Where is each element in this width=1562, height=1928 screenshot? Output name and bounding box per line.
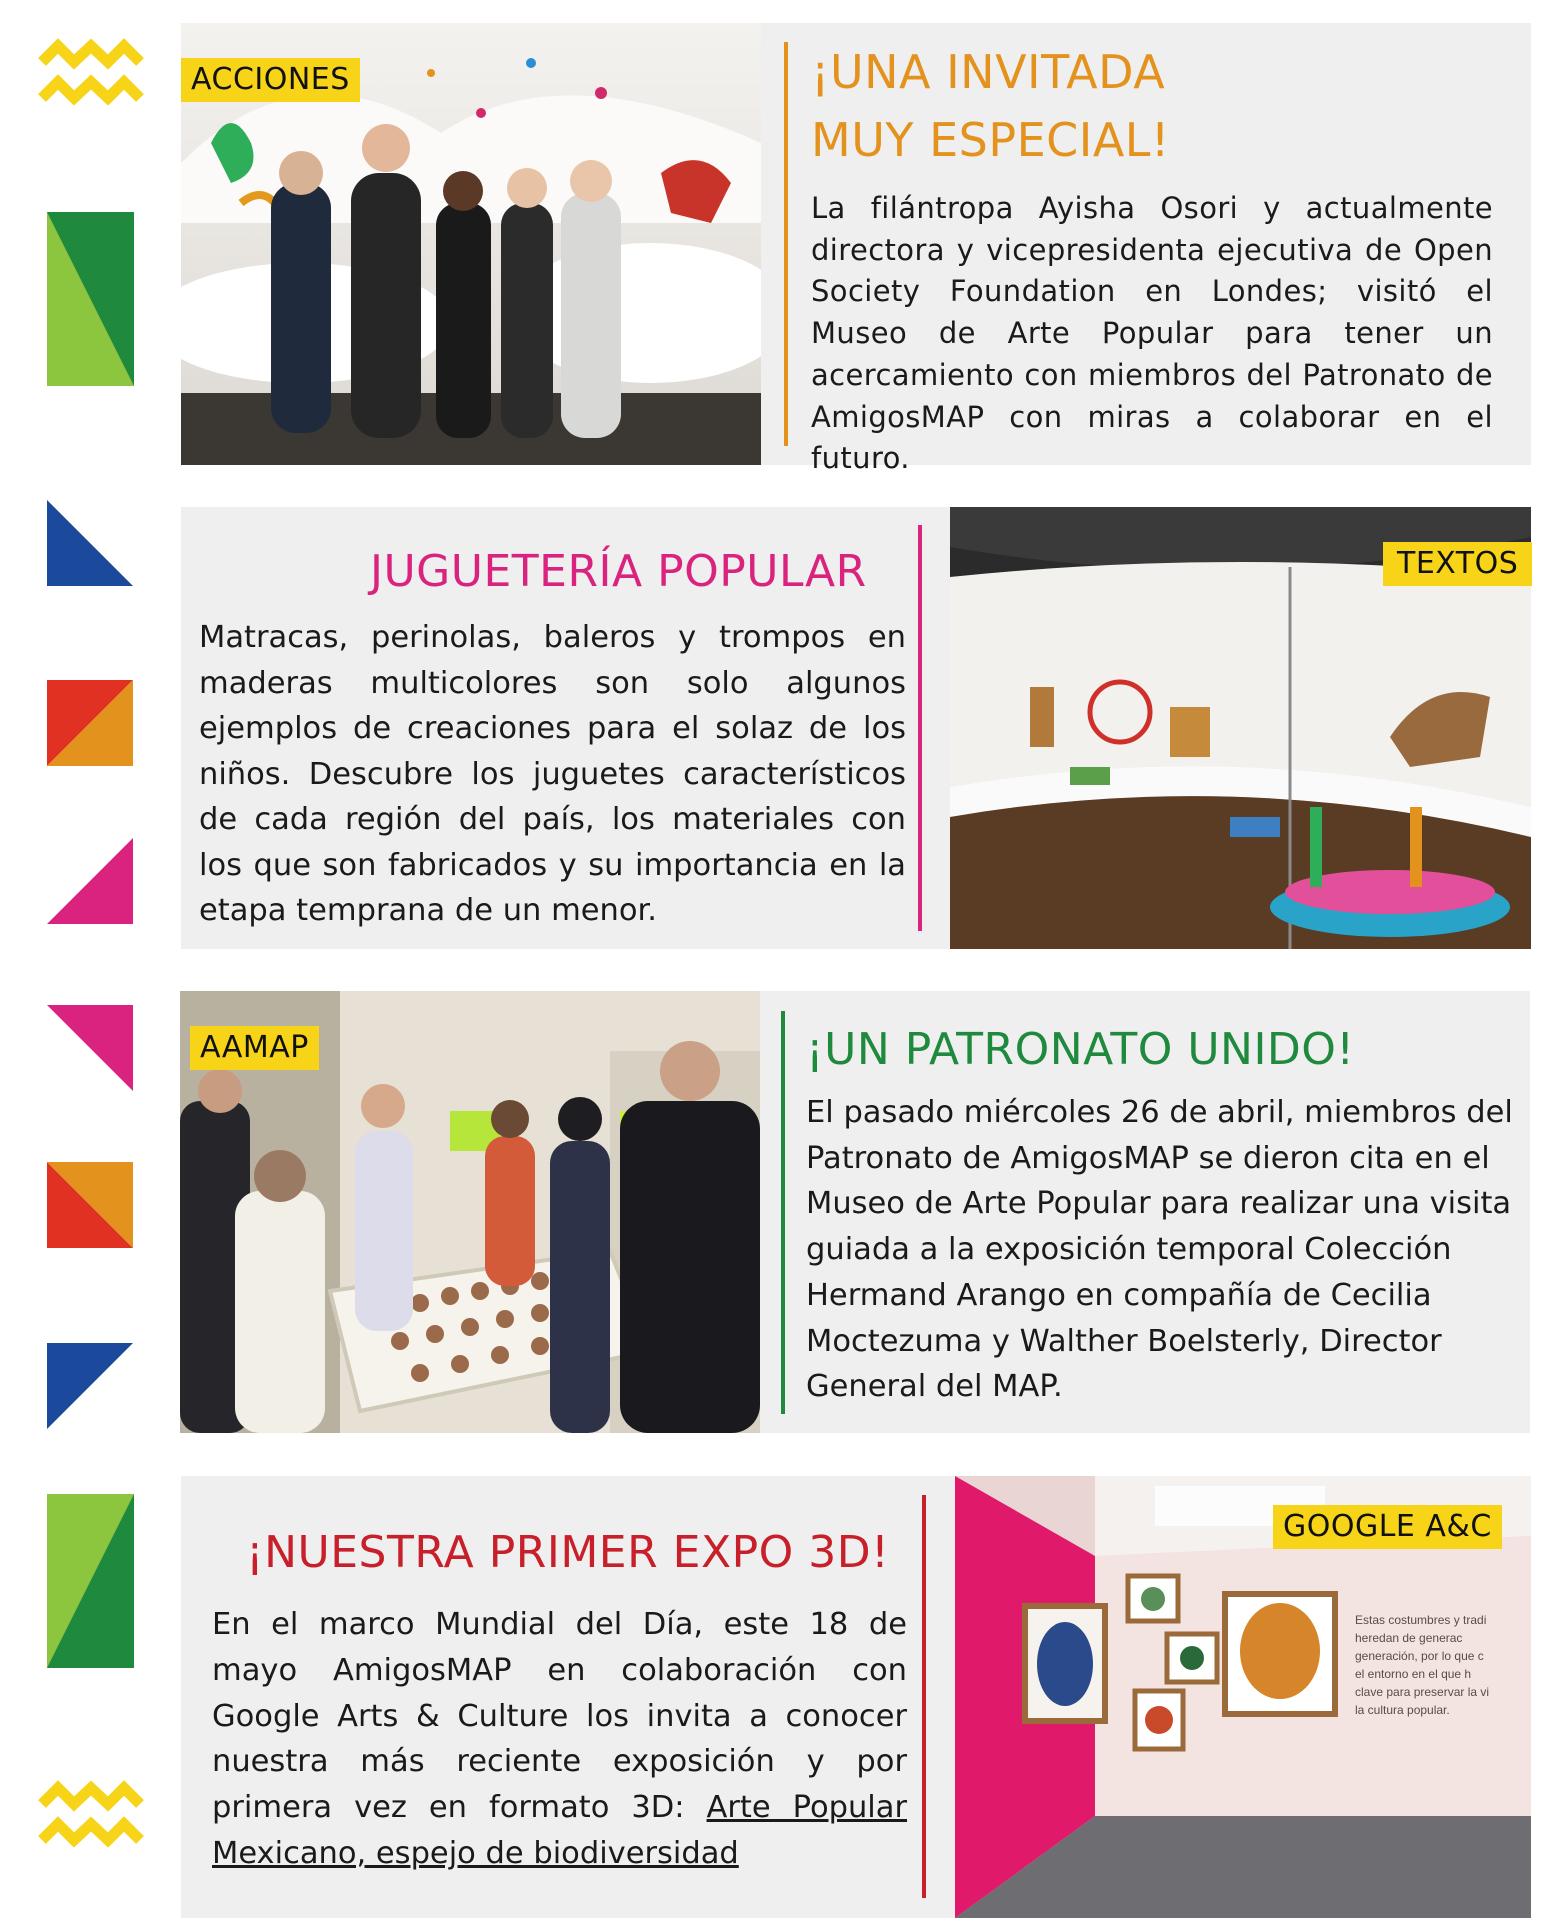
divider-orange bbox=[784, 42, 788, 446]
wall-text-line-4: el entorno en el que h bbox=[1355, 1667, 1472, 1681]
section-title-patronato: ¡UN PATRONATO UNIDO! bbox=[806, 1024, 1355, 1075]
divider-magenta bbox=[918, 525, 922, 931]
tag-acciones: ACCIONES bbox=[181, 58, 360, 102]
red-orange-square-icon-2 bbox=[47, 1162, 133, 1248]
green-parallelogram-icon-2 bbox=[47, 1494, 134, 1668]
body-text-expo3d: En el marco Mundial del Día, este 18 de mayo AmigosMAP en colaboración con Google Arts & Culture los invita a conocer nuestra más reciente exposición y por primera vez en formato 3D: bbox=[212, 1607, 907, 1826]
blue-triangle-icon bbox=[47, 500, 133, 586]
section-body-invitada: La filántropa Ayisha Osori y actualmente directora y vicepresidenta ejecutiva de Open Society Foundation en Londes; visitó el Museo de Arte Popular para tener un acercamiento con miembros del Patronato de AmigosMAP con miras a colaborar en el futuro. bbox=[811, 191, 1493, 476]
tag-textos: TEXTOS bbox=[1383, 542, 1532, 586]
zigzag-icon-top bbox=[38, 38, 144, 118]
wall-text-line-1: Estas costumbres y tradi bbox=[1355, 1613, 1487, 1627]
title-line-1: ¡UNA INVITADA bbox=[811, 45, 1166, 99]
title-line-2: MUY ESPECIAL! bbox=[811, 113, 1170, 167]
link-arte-popular-mexicano[interactable]: Arte Popular Mexicano, espejo de biodiversidad bbox=[212, 1790, 908, 1871]
wall-text-line-2: heredan de generac bbox=[1355, 1631, 1463, 1645]
section-body-jugueteria: Matracas, perinolas, baleros y trompos en maderas multicolores son solo algunos ejemplos de creaciones para el solaz de los niños. Descubre los juguetes característicos de cada región del país, los materiales con los que son fabricados y su importancia en la etapa temprana de un menor. bbox=[199, 620, 906, 928]
magenta-triangle-icon bbox=[47, 838, 133, 924]
magenta-down-triangle-icon bbox=[47, 1005, 133, 1091]
divider-green bbox=[781, 1011, 785, 1414]
divider-red bbox=[922, 1495, 926, 1898]
wall-text-line-5: clave para preservar la vi bbox=[1355, 1685, 1490, 1699]
green-parallelogram-icon bbox=[47, 212, 134, 386]
section-body-expo3d bbox=[212, 1602, 907, 1877]
section-title-invitada bbox=[811, 38, 1170, 174]
red-orange-square-icon bbox=[47, 680, 133, 766]
tag-google-ac: GOOGLE A&C bbox=[1273, 1505, 1502, 1549]
section-title-jugueteria: JUGUETERÍA POPULAR bbox=[370, 546, 867, 597]
zigzag-icon-bottom bbox=[38, 1780, 144, 1860]
section-title-expo3d: ¡NUESTRA PRIMER EXPO 3D! bbox=[246, 1527, 890, 1578]
tag-aamap: AAMAP bbox=[190, 1026, 319, 1070]
wall-text-line-6: la cultura popular. bbox=[1355, 1703, 1450, 1717]
wall-text-line-3: generación, por lo que c bbox=[1355, 1649, 1484, 1663]
blue-down-triangle-icon bbox=[47, 1343, 133, 1429]
section-body-patronato: El pasado miércoles 26 de abril, miembros del Patronato de AmigosMAP se dieron cita en el Museo de Arte Popular para realizar una visita guiada a la exposición temporal Colección Hermand Arango en compañía de Cecilia Moctezuma y Walther Boelsterly, Director General del MAP. bbox=[806, 1095, 1513, 1405]
